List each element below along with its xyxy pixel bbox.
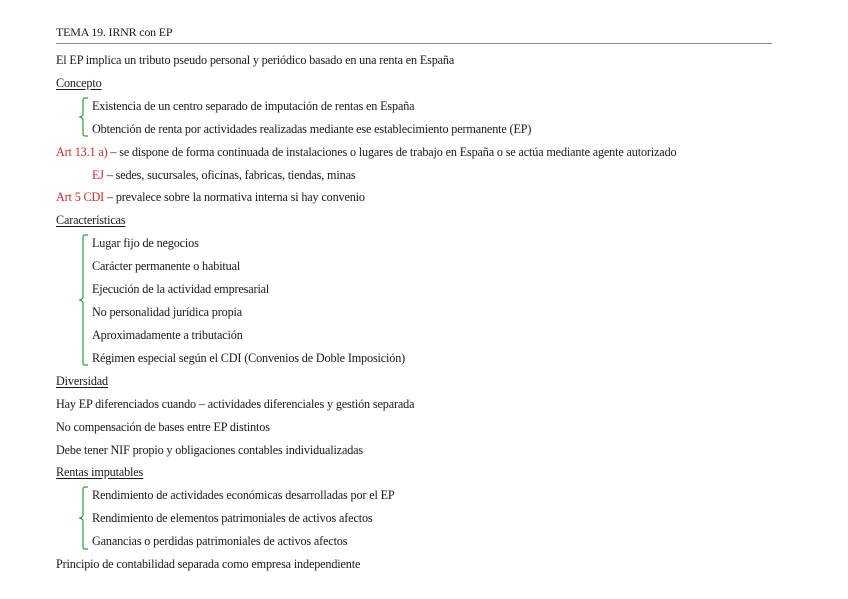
caracteristica-item: No personalidad jurídica propia (92, 305, 243, 319)
closing-text: Principio de contabilidad separada como empresa independiente (56, 557, 361, 571)
concepto-item: Existencia de un centro separado de imputación de rentas en España (92, 99, 415, 113)
ej-line (92, 167, 355, 183)
renta-item: Rendimiento de elementos patrimoniales de activos afectos (92, 511, 373, 525)
caracteristica-item: Lugar fijo de negocios (92, 236, 199, 250)
diversidad-line: Hay EP diferenciados cuando – actividades diferenciales y gestión separada (56, 397, 415, 411)
caracteristica-item: Aproximadamente a tributación (92, 328, 243, 342)
renta-item: Rendimiento de actividades económicas desarrolladas por el EP (92, 488, 395, 502)
caracteristica-item: Carácter permanente o habitual (92, 259, 241, 273)
diversidad-line: Debe tener NIF propio y obligaciones contables individualizadas (56, 443, 363, 457)
art5-reference: Art 5 CDI (56, 190, 105, 204)
concepto-brace-icon (76, 97, 90, 137)
concepto-heading: Concepto (56, 76, 102, 90)
caracteristica-item: Ejecución de la actividad empresarial (92, 282, 270, 296)
caracteristicas-heading: Características (56, 213, 126, 227)
rentas-brace-icon (76, 486, 90, 550)
diversidad-line: No compensación de bases entre EP distintos (56, 420, 270, 434)
ej-text: – sedes, sucursales, oficinas, fabricas, tiendas, minas (103, 168, 356, 182)
art13-text: – se dispone de forma continuada de instalaciones o lugares de trabajo en España o se actúa mediante agente autorizado (107, 145, 677, 159)
intro-text: El EP implica un tributo pseudo personal y periódico basado en una renta en España (56, 53, 455, 67)
page-title: TEMA 19. IRNR con EP (56, 25, 173, 39)
caracteristica-item: Régimen especial según el CDI (Convenios de Doble Imposición) (92, 351, 406, 365)
art5-line (56, 189, 365, 205)
renta-item: Ganancias o perdidas patrimoniales de activos afectos (92, 534, 348, 548)
rentas-heading: Rentas imputables (56, 465, 144, 479)
art5-text: – prevalece sobre la normativa interna si hay convenio (104, 190, 365, 204)
diversidad-heading: Diversidad (56, 374, 108, 388)
caracteristicas-brace-icon (76, 234, 90, 366)
art13-line (56, 144, 676, 160)
title-divider (56, 43, 772, 44)
ej-reference: EJ (92, 168, 104, 182)
art13-reference: Art 13.1 a) (56, 145, 108, 159)
concepto-item: Obtención de renta por actividades realizadas mediante ese establecimiento permanente (EP) (92, 122, 532, 136)
